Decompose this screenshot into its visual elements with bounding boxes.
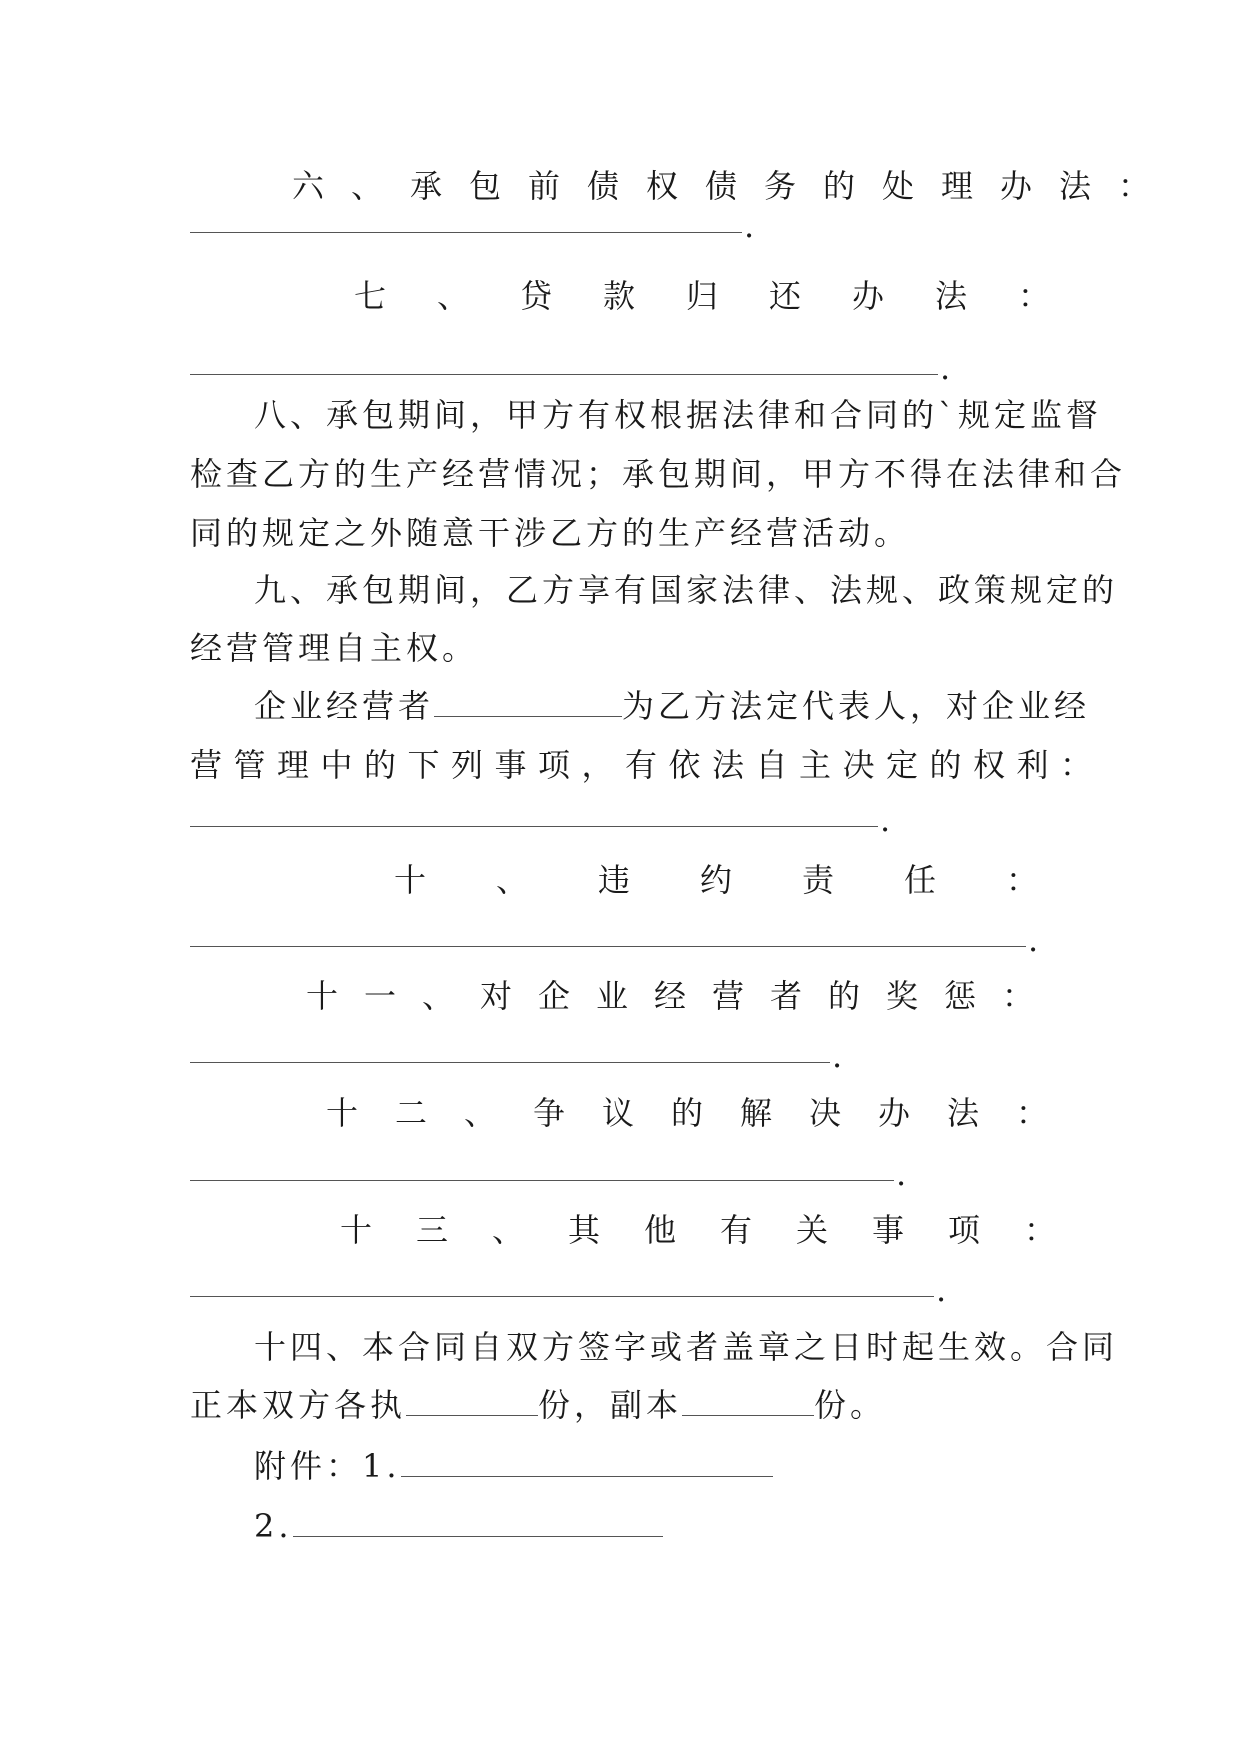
- operator-name-blank: [434, 688, 622, 717]
- section-7-blank: [190, 374, 938, 375]
- operator-suffix: 为乙方法定代表人，对企业经: [622, 687, 1091, 725]
- copies-original-blank: [406, 1387, 538, 1416]
- section-12-title-text: 十二、争议的解决办法：: [326, 1094, 1086, 1132]
- section-13-blank: [190, 1296, 934, 1297]
- section-9-line-2: 经营管理自主权。: [190, 629, 479, 667]
- section-11-title-text: 十一、对企业经营者的奖惩：: [306, 977, 1061, 1015]
- section-12-blank: [190, 1180, 894, 1181]
- section-12-end: .: [896, 1155, 907, 1193]
- section-8-line-1: 八、承包期间，甲方有权根据法律和合同的`规定监督: [254, 396, 1103, 434]
- operator-line-1: [254, 686, 1114, 726]
- attachment-line-2: [254, 1506, 1114, 1546]
- attachment-1-blank: [401, 1448, 773, 1477]
- section-7-title-text: 七、贷款归还办法：: [354, 277, 1102, 315]
- section-11-blank: [190, 1062, 830, 1063]
- section-14-line-2: [190, 1385, 1050, 1425]
- attachment-2-label: 2.: [254, 1507, 293, 1545]
- section-14-line-1: 十四、本合同自双方签字或者盖章之日时起生效。合同: [254, 1328, 1119, 1366]
- operator-prefix: 企业经营者: [254, 687, 435, 725]
- operator-line-2-text: 营管理中的下列事项，有依法自主决定的权利：: [190, 746, 1104, 784]
- section-7-end: .: [940, 349, 951, 387]
- attachment-2-blank: [293, 1508, 663, 1537]
- section-10-title: [394, 860, 1109, 900]
- section-11-end: .: [832, 1037, 843, 1075]
- section-11-title: [306, 976, 1061, 1016]
- section-9-line-1: 九、承包期间，乙方享有国家法律、法规、政策规定的: [254, 571, 1119, 609]
- section-13-title: [340, 1210, 1101, 1250]
- section-8-line-3: 同的规定之外随意干涉乙方的生产经营活动。: [190, 514, 911, 552]
- copies-end: 份。: [814, 1386, 887, 1424]
- operator-line-2: [190, 745, 1104, 785]
- section-6-end: .: [744, 207, 755, 245]
- section-10-blank: [190, 946, 1026, 947]
- section-6-blank: [190, 232, 742, 233]
- attachment-label: 附件：1.: [254, 1447, 401, 1485]
- section-6-title: [292, 166, 1178, 206]
- section-13-end: .: [936, 1271, 947, 1309]
- copies-original-label: 正本双方各执: [190, 1386, 407, 1424]
- operator-end: .: [880, 801, 891, 839]
- section-13-title-text: 十三、其他有关事项：: [340, 1211, 1101, 1249]
- section-10-end: .: [1028, 921, 1039, 959]
- copies-duplicate-blank: [682, 1387, 814, 1416]
- attachment-line-1: [254, 1446, 1114, 1486]
- operator-rights-blank: [190, 826, 878, 827]
- section-12-title: [326, 1093, 1086, 1133]
- section-6-title-text: 六、承包前债权债务的处理办法：: [292, 167, 1178, 205]
- section-7-title: [354, 276, 1102, 316]
- section-10-title-text: 十、违约责任：: [394, 861, 1109, 899]
- copies-duplicate-label: 份，副本: [538, 1386, 683, 1424]
- section-8-line-2: 检查乙方的生产经营情况；承包期间，甲方不得在法律和合: [190, 455, 1127, 493]
